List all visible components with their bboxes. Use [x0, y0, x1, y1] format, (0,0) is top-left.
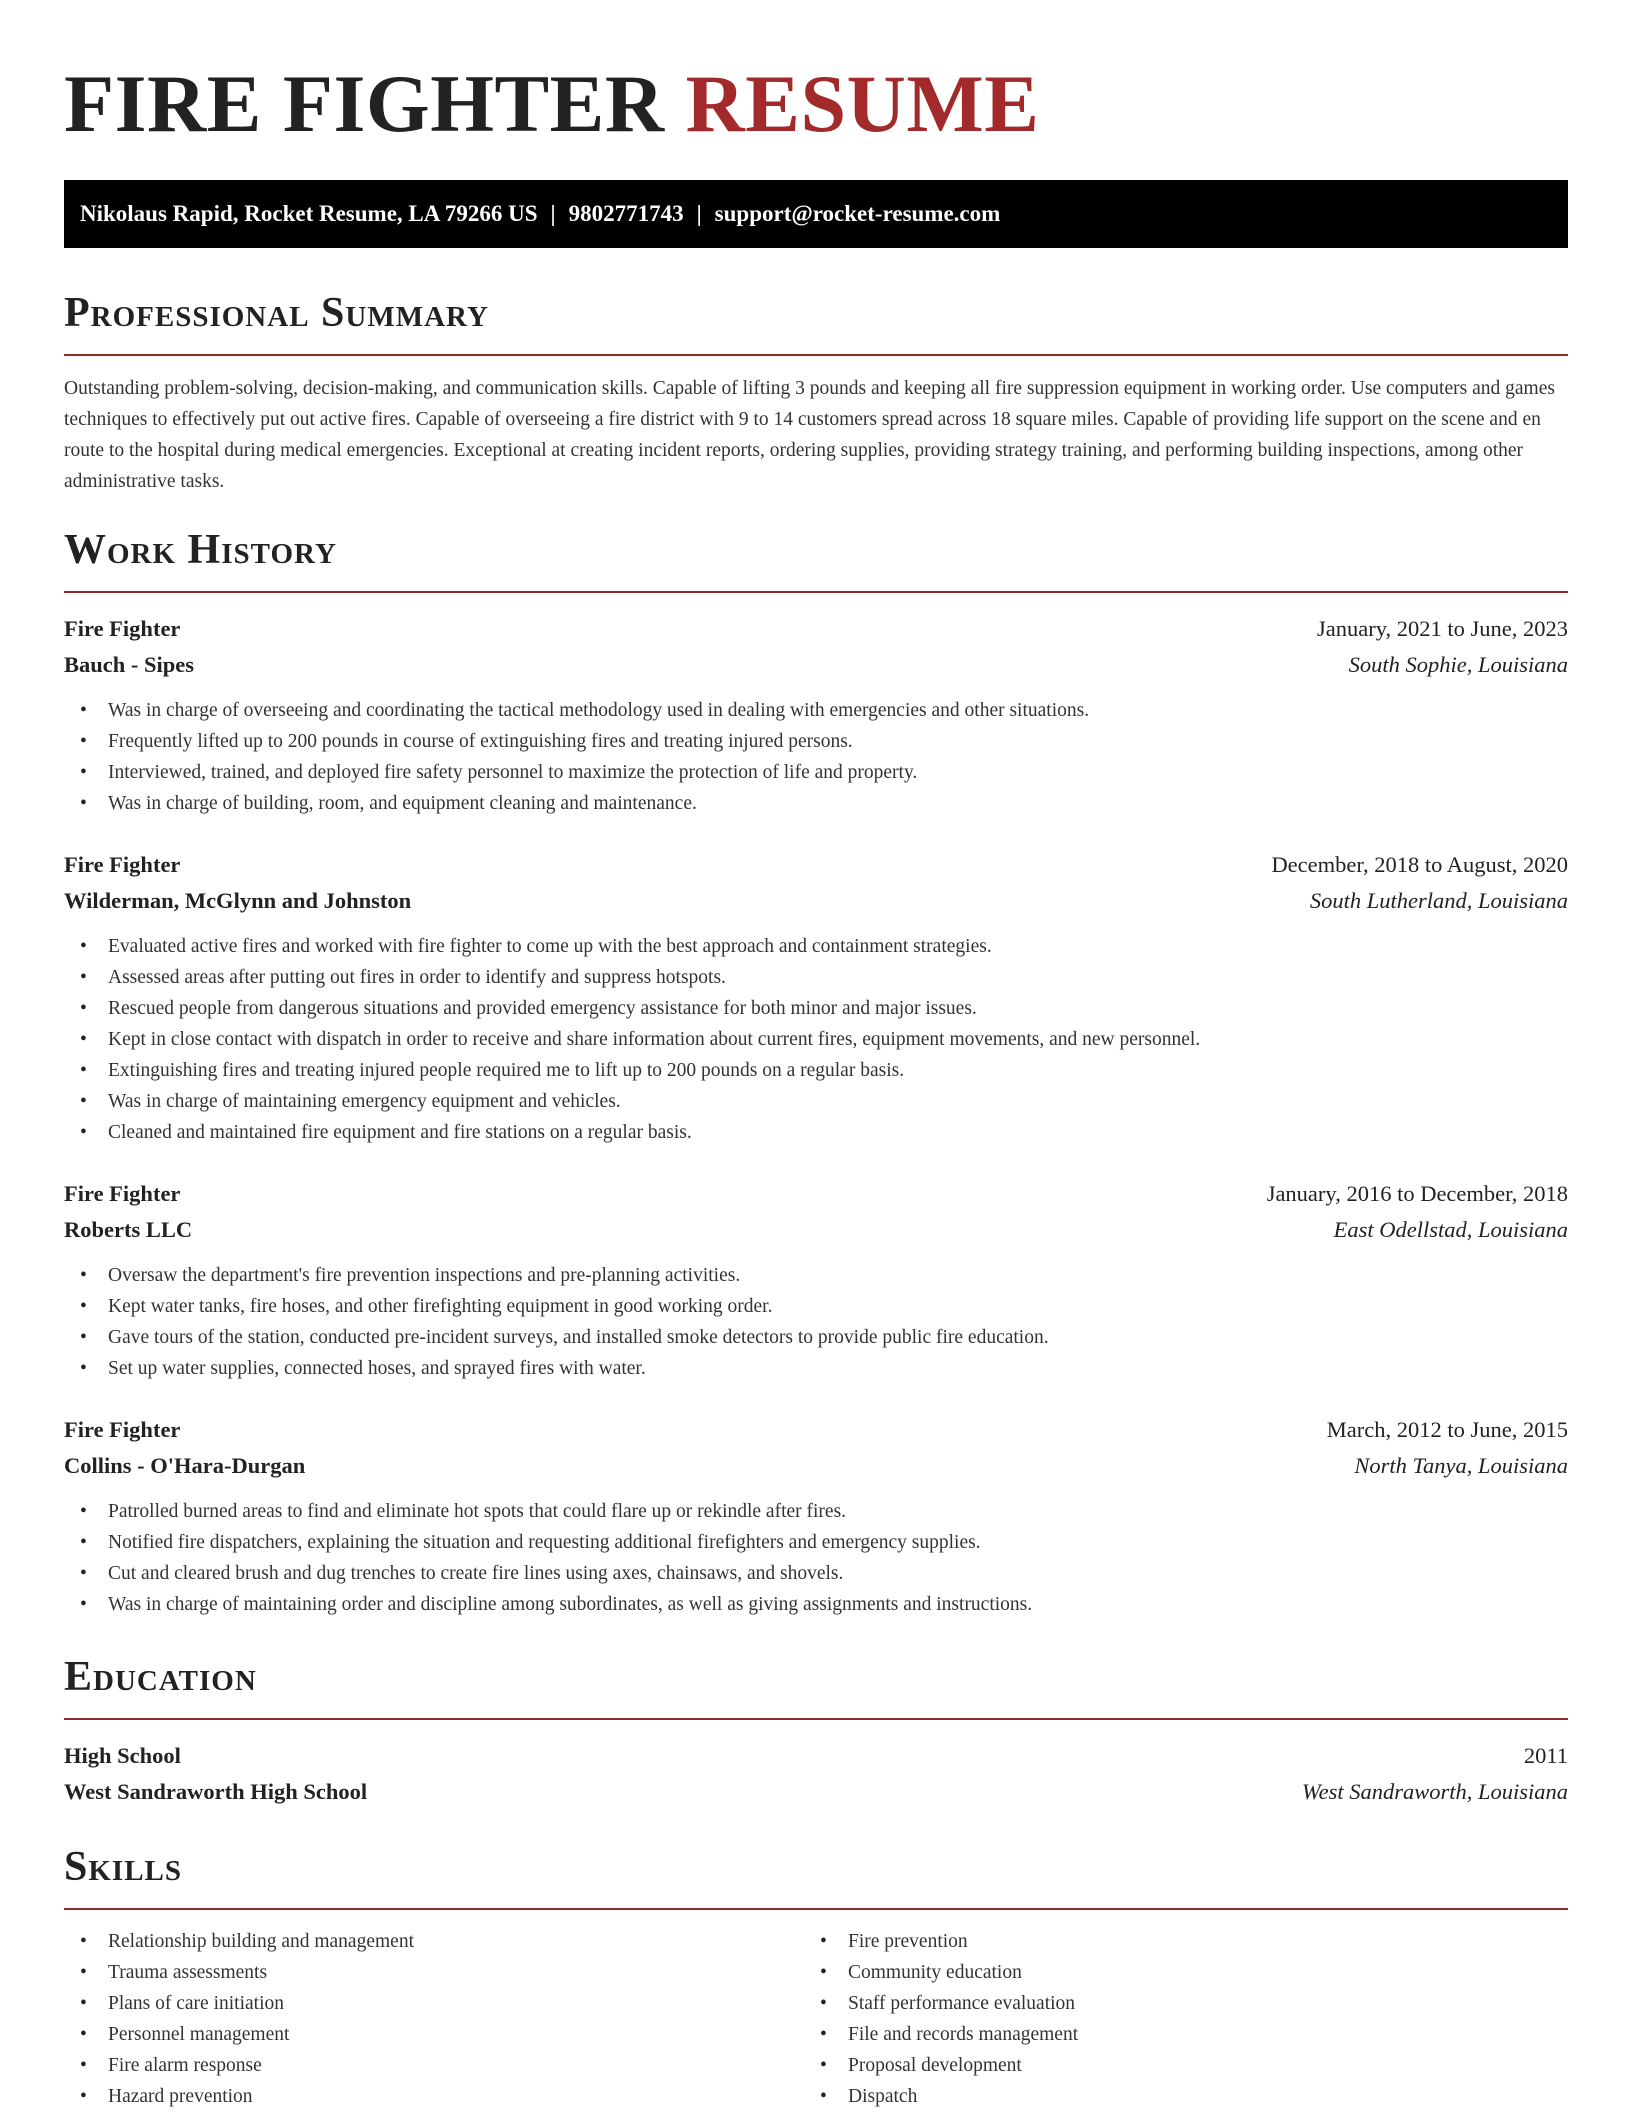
education-year: 2011 [1523, 1743, 1568, 1768]
skill-item: • Trauma assessments [64, 1957, 804, 1988]
duty-item: • Was in charge of building, room, and equipment cleaning and maintenance. [64, 788, 1568, 819]
education-location: West Sandraworth, Louisiana [1301, 1779, 1568, 1804]
skill-item: • Personnel management [64, 2019, 804, 2050]
duty-item: • Interviewed, trained, and deployed fire safety personnel to maximize the protection of life and property. [64, 757, 1568, 788]
contact-bar [64, 180, 1568, 248]
skill-item: • Relationship building and management [64, 1926, 804, 1957]
education-heading: Education [64, 1654, 257, 1700]
skill-item: • Plans of care initiation [64, 1988, 804, 2019]
work-history-section [64, 523, 1568, 1620]
job-dates: December, 2018 to August, 2020 [1271, 852, 1568, 877]
job-title: Fire Fighter [64, 616, 181, 641]
skill-item: • Community education [804, 1957, 1544, 1988]
skill-item: • Dispatch [804, 2081, 1544, 2112]
duty-item: • Kept water tanks, fire hoses, and other firefighting equipment in good working order. [64, 1291, 1568, 1322]
job-title: Fire Fighter [64, 1181, 181, 1206]
skill-item: • Proposal development [804, 2050, 1544, 2081]
duty-item: • Kept in close contact with dispatch in order to receive and share information about current fires, equipment movements, and new personnel. [64, 1024, 1568, 1055]
duty-item: • Was in charge of overseeing and coordinating the tactical methodology used in dealing with emergencies and other situations. [64, 695, 1568, 726]
education-school: West Sandraworth High School [64, 1779, 368, 1804]
job-duties [64, 1496, 1568, 1620]
summary-section [64, 286, 1568, 497]
duty-item: • Oversaw the department's fire prevention inspections and pre-planning activities. [64, 1260, 1568, 1291]
skill-item: • Fire prevention [804, 1926, 1544, 1957]
job-location: South Sophie, Louisiana [1348, 652, 1568, 677]
summary-text: Outstanding problem-solving, decision-making, and communication skills. Capable of lifting 3 pounds and keeping all fire suppression equipment in working order. Use computers and games techniques to effectively put out active fires. Capable of overseeing a fire district with 9 to 14 customers spread across 18 square miles. Capable of providing life support on the scene and en route to the hospital during medical emergencies. Exceptional at creating incident reports, ordering supplies, providing strategy training, and performing building inspections, among other administrative tasks. [64, 378, 1555, 492]
section-divider [64, 1718, 1568, 1720]
contact-separator: | [550, 201, 556, 226]
skill-item: • Hazard prevention [64, 2081, 804, 2112]
contact-separator: | [696, 201, 702, 226]
job-dates: January, 2021 to June, 2023 [1316, 616, 1568, 641]
job-title: Fire Fighter [64, 852, 181, 877]
resume-title [64, 56, 1568, 152]
job-company: Wilderman, McGlynn and Johnston [64, 888, 412, 913]
contact-email[interactable]: support@rocket-resume.com [714, 201, 1001, 226]
skills-heading: Skills [64, 1844, 183, 1890]
job-location: East Odellstad, Louisiana [1333, 1217, 1568, 1242]
skill-item: • Staff performance evaluation [804, 1988, 1544, 2019]
skill-item: • File and records management [804, 2019, 1544, 2050]
contact-address: Nikolaus Rapid, Rocket Resume, LA 79266 US [80, 201, 538, 226]
section-divider [64, 354, 1568, 356]
duty-item: • Cleaned and maintained fire equipment and fire stations on a regular basis. [64, 1117, 1568, 1148]
job-duties [64, 931, 1568, 1148]
job-entry [64, 1176, 1568, 1384]
duty-item: • Patrolled burned areas to find and eliminate hot spots that could flare up or rekindle after fires. [64, 1496, 1568, 1527]
summary-heading: Professional Summary [64, 290, 489, 336]
duty-item: • Was in charge of maintaining emergency equipment and vehicles. [64, 1086, 1568, 1117]
job-location: South Lutherland, Louisiana [1309, 888, 1568, 913]
duty-item: • Frequently lifted up to 200 pounds in course of extinguishing fires and treating injured persons. [64, 726, 1568, 757]
section-divider [64, 591, 1568, 593]
job-location: North Tanya, Louisiana [1354, 1453, 1568, 1478]
job-company: Collins - O'Hara-Durgan [64, 1453, 306, 1478]
title-accent: RESUME [685, 58, 1040, 149]
contact-phone[interactable]: 9802771743 [568, 201, 684, 226]
education-section [64, 1650, 1568, 1810]
duty-item: • Was in charge of maintaining order and discipline among subordinates, as well as giving assignments and instructions. [64, 1589, 1568, 1620]
duty-item: • Gave tours of the station, conducted pre-incident surveys, and installed smoke detectors to provide public fire education. [64, 1322, 1568, 1353]
duty-item: • Cut and cleared brush and dug trenches to create fire lines using axes, chainsaws, and shovels. [64, 1558, 1568, 1589]
duty-item: • Evaluated active fires and worked with fire fighter to come up with the best approach and containment strategies. [64, 931, 1568, 962]
education-degree: High School [64, 1743, 181, 1768]
job-company: Roberts LLC [64, 1217, 193, 1242]
duty-item: • Set up water supplies, connected hoses, and sprayed fires with water. [64, 1353, 1568, 1384]
job-company: Bauch - Sipes [64, 652, 195, 677]
skill-item: • Fire alarm response [64, 2050, 804, 2081]
duty-item: • Extinguishing fires and treating injured people required me to lift up to 200 pounds on a regular basis. [64, 1055, 1568, 1086]
job-dates: March, 2012 to June, 2015 [1326, 1417, 1568, 1442]
skills-section [64, 1840, 1568, 2112]
resume-page [64, 0, 1568, 2112]
education-entry [64, 1738, 1568, 1810]
skills-columns [64, 1926, 1568, 2112]
job-duties [64, 695, 1568, 819]
skills-list-right [804, 1926, 1544, 2112]
duty-item: • Rescued people from dangerous situations and provided emergency assistance for both minor and major issues. [64, 993, 1568, 1024]
work-history-heading: Work History [64, 527, 337, 573]
job-duties [64, 1260, 1568, 1384]
section-divider [64, 1908, 1568, 1910]
job-entry [64, 1412, 1568, 1620]
job-entry [64, 611, 1568, 819]
job-dates: January, 2016 to December, 2018 [1266, 1181, 1568, 1206]
job-title: Fire Fighter [64, 1417, 181, 1442]
duty-item: • Notified fire dispatchers, explaining the situation and requesting additional firefighters and emergency supplies. [64, 1527, 1568, 1558]
title-main: FIRE FIGHTER [64, 58, 665, 149]
duty-item: • Assessed areas after putting out fires in order to identify and suppress hotspots. [64, 962, 1568, 993]
job-entry [64, 847, 1568, 1148]
skills-list-left [64, 1926, 804, 2112]
